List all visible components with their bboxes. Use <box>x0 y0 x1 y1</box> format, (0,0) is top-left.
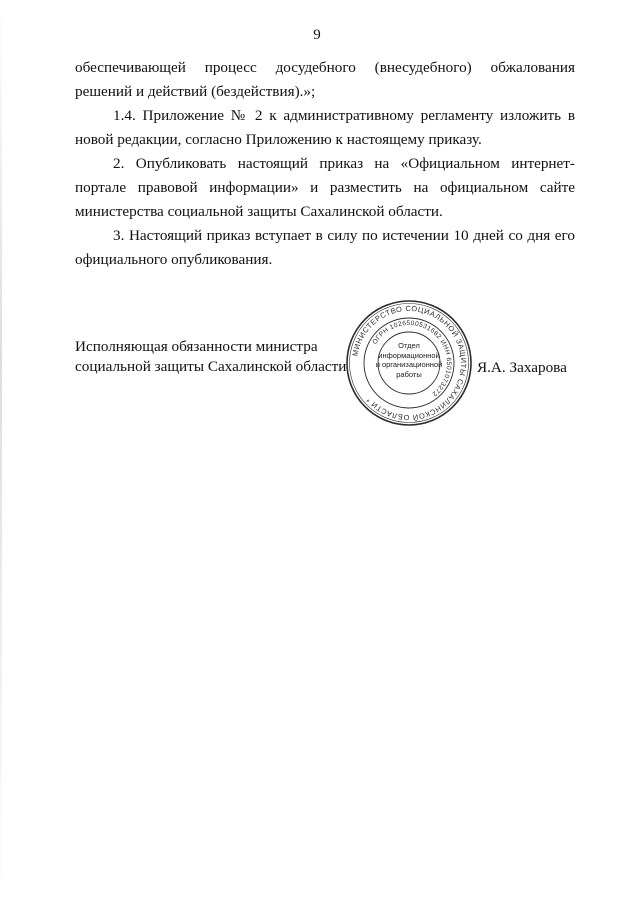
signatory-title-line1: Исполняющая обязанности министра <box>75 338 318 355</box>
seal-center-text <box>345 341 473 379</box>
scan-edge <box>0 0 2 905</box>
seal-center-line3: и организационной <box>375 360 443 369</box>
signatory-title <box>75 337 346 377</box>
official-seal <box>345 299 473 427</box>
paragraph-item-2: 2. Опубликовать настоящий приказ на «Официальном интернет-портале правовой информации» и разместить на официальном сайте министерства социальной защиты Сахалинской области. <box>75 155 575 220</box>
paragraph-item-1-4: 1.4. Приложение № 2 к административному регламенту изложить в новой редакции, согласно Приложению к настоящему приказу. <box>75 107 575 148</box>
page-number: 9 <box>313 27 321 43</box>
seal-center-line2: информационной <box>378 350 440 360</box>
seal-center-line1: Отдел <box>398 341 420 350</box>
paragraph-item-3: 3. Настоящий приказ вступает в силу по истечении 10 дней со дня его официального опубликования. <box>75 227 575 268</box>
signatory-title-line2: социальной защиты Сахалинской области <box>75 358 347 375</box>
seal-center-line4: работы <box>396 369 422 379</box>
seal-inner-text: ОГРН 1026500531682 ИНН 6501073272 <box>371 319 453 398</box>
paragraph-continuation: обеспечивающей процесс досудебного (внесудебного) обжалования решений и действий (бездействия).»; <box>75 59 575 100</box>
signatory-name: Я.А. Захарова <box>477 359 567 376</box>
document-body <box>75 56 575 272</box>
seal-outer-text: МИНИСТЕРСТВО СОЦИАЛЬНОЙ ЗАЩИТЫ САХАЛИНСКОЙ ОБЛАСТИ * <box>350 303 469 423</box>
